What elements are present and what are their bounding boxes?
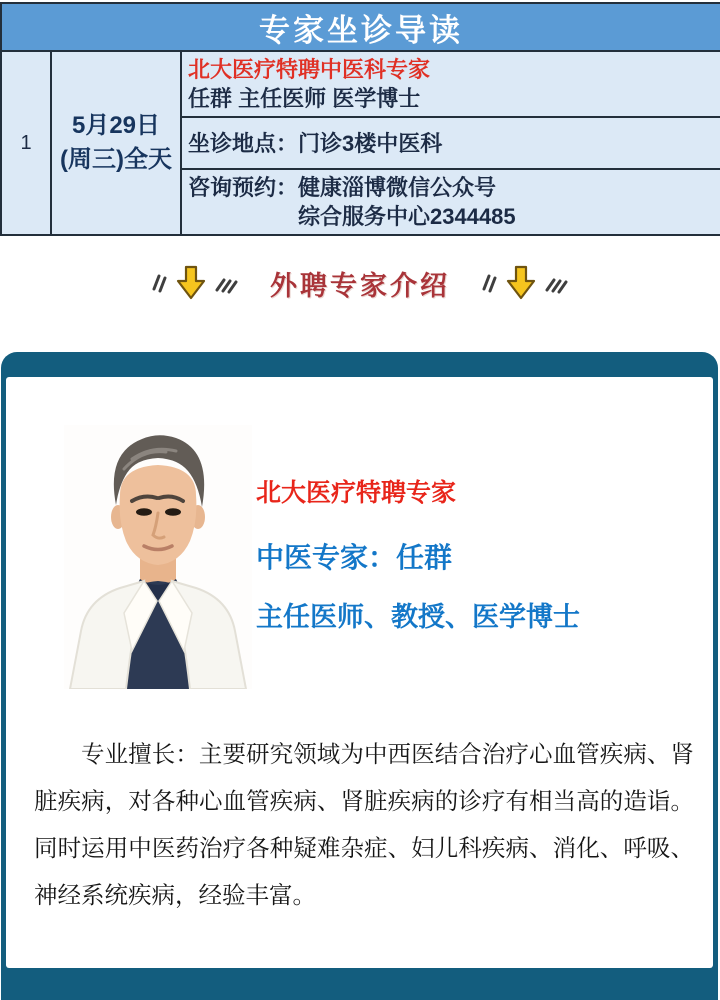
expert-name-line: 任群 主任医师 医学博士 [188,86,421,111]
booking-line1: 咨询预约：健康淄博微信公众号 [188,175,497,200]
location-cell: 坐诊地点：门诊3楼中医科 [182,118,720,170]
speed-lines-icon [150,271,168,295]
booking-cell [182,170,720,234]
left-decor [150,264,240,302]
card-subline2: 主任医师、教授、医学博士 [256,602,580,632]
speed-lines-icon [544,271,570,295]
table-title: 专家坐诊导读 [2,4,720,52]
expert-intro-lines [256,473,580,634]
expert-card [1,352,718,1000]
card-headline: 北大医疗特聘专家 [256,479,457,507]
down-arrow-icon [504,264,538,302]
expert-card-body [6,377,713,968]
expert-schedule-table [0,2,720,236]
table-body [2,52,720,234]
card-subline1: 中医专家：任群 [256,542,453,573]
expert-bio: 专业擅长：主要研究领域为中西医结合治疗心血管疾病、肾脏疾病，对各种心血管疾病、肾脏疾病的诊疗有相当高的造诣。同时运用中医药治疗各种疑难杂症、妇儿科疾病、消化、呼吸、神经系统疾病，经验丰富。 [34,741,694,908]
speed-lines-icon [214,271,240,295]
expert-cell [182,52,720,118]
doctor-photo [64,425,252,689]
date-cell [52,52,182,234]
date-line2: (周三)全天 [60,146,172,173]
section-title-row [0,258,720,308]
booking-line2: 综合服务中心2344485 [298,204,516,229]
section-title: 外聘专家介绍 [270,270,450,301]
date-line1: 5月29日 [71,112,161,139]
expert-title-line: 北大医疗特聘中医科专家 [188,57,431,82]
row-number-cell: 1 [2,52,52,234]
right-decor [480,264,570,302]
down-arrow-icon [174,264,208,302]
speed-lines-icon [480,271,498,295]
